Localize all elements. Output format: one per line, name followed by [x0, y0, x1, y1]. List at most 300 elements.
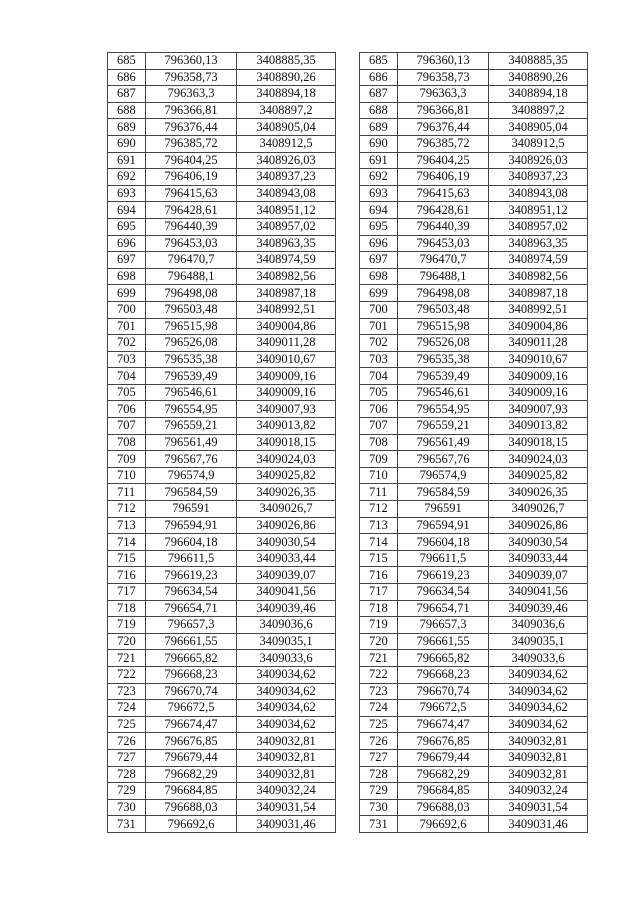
table-row	[360, 584, 588, 601]
point-number-cell: 707	[360, 418, 398, 435]
x-coordinate-cell: 796360,13	[398, 53, 489, 70]
y-coordinate-cell: 3409033,44	[489, 550, 588, 567]
point-number-cell: 711	[360, 484, 398, 501]
x-coordinate-cell: 796428,61	[398, 202, 489, 219]
table-row	[360, 600, 588, 617]
table-row	[360, 169, 588, 186]
point-number-cell: 689	[360, 119, 398, 136]
y-coordinate-cell: 3409034,62	[489, 700, 588, 717]
y-coordinate-cell: 3409026,35	[237, 484, 336, 501]
table-row	[108, 169, 336, 186]
y-coordinate-cell: 3408897,2	[237, 102, 336, 119]
y-coordinate-cell: 3408982,56	[489, 268, 588, 285]
y-coordinate-cell: 3409030,54	[489, 534, 588, 551]
y-coordinate-cell: 3409031,54	[489, 799, 588, 816]
point-number-cell: 700	[360, 301, 398, 318]
table-row	[360, 434, 588, 451]
y-coordinate-cell: 3409034,62	[237, 666, 336, 683]
table-row	[360, 119, 588, 136]
table-row	[360, 285, 588, 302]
table-row	[360, 301, 588, 318]
table-row	[360, 218, 588, 235]
table-row	[108, 235, 336, 252]
x-coordinate-cell: 796363,3	[398, 86, 489, 103]
table-row	[108, 418, 336, 435]
x-coordinate-cell: 796440,39	[398, 218, 489, 235]
x-coordinate-cell: 796619,23	[398, 567, 489, 584]
table-row	[108, 700, 336, 717]
y-coordinate-cell: 3408905,04	[489, 119, 588, 136]
point-number-cell: 705	[108, 384, 146, 401]
y-coordinate-cell: 3409031,46	[237, 816, 336, 833]
table-row	[360, 351, 588, 368]
point-number-cell: 715	[360, 550, 398, 567]
x-coordinate-cell: 796554,95	[398, 401, 489, 418]
point-number-cell: 685	[360, 53, 398, 70]
point-number-cell: 711	[108, 484, 146, 501]
point-number-cell: 702	[360, 335, 398, 352]
x-coordinate-cell: 796360,13	[146, 53, 237, 70]
point-number-cell: 704	[108, 368, 146, 385]
point-number-cell: 710	[360, 467, 398, 484]
point-number-cell: 685	[108, 53, 146, 70]
y-coordinate-cell: 3409007,93	[237, 401, 336, 418]
table-row	[360, 53, 588, 70]
x-coordinate-cell: 796406,19	[398, 169, 489, 186]
x-coordinate-cell: 796670,74	[398, 683, 489, 700]
table-row	[360, 368, 588, 385]
y-coordinate-cell: 3409004,86	[237, 318, 336, 335]
table-row	[108, 550, 336, 567]
x-coordinate-cell: 796584,59	[146, 484, 237, 501]
x-coordinate-cell: 796358,73	[398, 69, 489, 86]
point-number-cell: 686	[360, 69, 398, 86]
point-number-cell: 706	[108, 401, 146, 418]
y-coordinate-cell: 3408894,18	[237, 86, 336, 103]
y-coordinate-cell: 3408992,51	[489, 301, 588, 318]
point-number-cell: 700	[108, 301, 146, 318]
x-coordinate-cell: 796634,54	[398, 584, 489, 601]
point-number-cell: 717	[360, 584, 398, 601]
y-coordinate-cell: 3408974,59	[489, 252, 588, 269]
x-coordinate-cell: 796428,61	[146, 202, 237, 219]
x-coordinate-cell: 796470,7	[146, 252, 237, 269]
y-coordinate-cell: 3408894,18	[489, 86, 588, 103]
point-number-cell: 702	[108, 335, 146, 352]
x-coordinate-cell: 796440,39	[146, 218, 237, 235]
table-row	[108, 135, 336, 152]
x-coordinate-cell: 796404,25	[398, 152, 489, 169]
y-coordinate-cell: 3409024,03	[489, 451, 588, 468]
point-number-cell: 726	[108, 733, 146, 750]
y-coordinate-cell: 3409032,81	[237, 733, 336, 750]
point-number-cell: 715	[108, 550, 146, 567]
table-row	[360, 102, 588, 119]
table-row	[108, 252, 336, 269]
x-coordinate-cell: 796584,59	[398, 484, 489, 501]
y-coordinate-cell: 3409004,86	[489, 318, 588, 335]
table-row	[108, 119, 336, 136]
x-coordinate-cell: 796611,5	[398, 550, 489, 567]
point-number-cell: 695	[108, 218, 146, 235]
y-coordinate-cell: 3409009,16	[489, 384, 588, 401]
x-coordinate-cell: 796668,23	[146, 666, 237, 683]
y-coordinate-cell: 3409018,15	[489, 434, 588, 451]
x-coordinate-cell: 796515,98	[398, 318, 489, 335]
table-row	[108, 69, 336, 86]
x-coordinate-cell: 796688,03	[398, 799, 489, 816]
x-coordinate-cell: 796619,23	[146, 567, 237, 584]
table-row	[108, 102, 336, 119]
table-row	[108, 567, 336, 584]
point-number-cell: 713	[108, 517, 146, 534]
table-row	[360, 86, 588, 103]
point-number-cell: 720	[360, 633, 398, 650]
point-number-cell: 712	[108, 501, 146, 518]
y-coordinate-cell: 3409026,86	[237, 517, 336, 534]
x-coordinate-cell: 796539,49	[146, 368, 237, 385]
table-row	[108, 484, 336, 501]
table-row	[360, 816, 588, 833]
x-coordinate-cell: 796654,71	[146, 600, 237, 617]
x-coordinate-cell: 796567,76	[146, 451, 237, 468]
x-coordinate-cell: 796385,72	[398, 135, 489, 152]
x-coordinate-cell: 796676,85	[146, 733, 237, 750]
y-coordinate-cell: 3409007,93	[489, 401, 588, 418]
x-coordinate-cell: 796692,6	[146, 816, 237, 833]
x-coordinate-cell: 796546,61	[398, 384, 489, 401]
x-coordinate-cell: 796488,1	[398, 268, 489, 285]
y-coordinate-cell: 3408943,08	[489, 185, 588, 202]
point-number-cell: 697	[108, 252, 146, 269]
x-coordinate-cell: 796665,82	[146, 650, 237, 667]
point-number-cell: 709	[108, 451, 146, 468]
table-body	[360, 53, 588, 833]
x-coordinate-cell: 796453,03	[146, 235, 237, 252]
point-number-cell: 725	[360, 716, 398, 733]
table-row	[360, 235, 588, 252]
table-row	[360, 783, 588, 800]
y-coordinate-cell: 3408937,23	[237, 169, 336, 186]
y-coordinate-cell: 3408963,35	[489, 235, 588, 252]
y-coordinate-cell: 3408912,5	[237, 135, 336, 152]
point-number-cell: 727	[360, 749, 398, 766]
x-coordinate-cell: 796674,47	[146, 716, 237, 733]
point-number-cell: 689	[108, 119, 146, 136]
table-row	[108, 683, 336, 700]
table-row	[360, 418, 588, 435]
point-number-cell: 713	[360, 517, 398, 534]
table-row	[360, 550, 588, 567]
table-row	[360, 567, 588, 584]
table-row	[360, 666, 588, 683]
x-coordinate-cell: 796535,38	[146, 351, 237, 368]
point-number-cell: 729	[360, 783, 398, 800]
coordinates-table-left	[107, 52, 336, 833]
point-number-cell: 697	[360, 252, 398, 269]
point-number-cell: 728	[360, 766, 398, 783]
y-coordinate-cell: 3409018,15	[237, 434, 336, 451]
y-coordinate-cell: 3408926,03	[237, 152, 336, 169]
x-coordinate-cell: 796591	[146, 501, 237, 518]
y-coordinate-cell: 3409025,82	[489, 467, 588, 484]
point-number-cell: 727	[108, 749, 146, 766]
x-coordinate-cell: 796415,63	[398, 185, 489, 202]
coordinates-table-right	[359, 52, 588, 833]
table-row	[108, 53, 336, 70]
x-coordinate-cell: 796692,6	[398, 816, 489, 833]
x-coordinate-cell: 796358,73	[146, 69, 237, 86]
table-row	[108, 650, 336, 667]
x-coordinate-cell: 796526,08	[398, 335, 489, 352]
table-row	[360, 451, 588, 468]
point-number-cell: 717	[108, 584, 146, 601]
table-row	[108, 86, 336, 103]
table-row	[108, 816, 336, 833]
y-coordinate-cell: 3409031,46	[489, 816, 588, 833]
y-coordinate-cell: 3408987,18	[489, 285, 588, 302]
y-coordinate-cell: 3409032,81	[489, 733, 588, 750]
y-coordinate-cell: 3409024,03	[237, 451, 336, 468]
table-row	[360, 501, 588, 518]
x-coordinate-cell: 796672,5	[398, 700, 489, 717]
x-coordinate-cell: 796366,81	[146, 102, 237, 119]
x-coordinate-cell: 796574,9	[398, 467, 489, 484]
y-coordinate-cell: 3409034,62	[489, 683, 588, 700]
y-coordinate-cell: 3409032,81	[489, 766, 588, 783]
x-coordinate-cell: 796661,55	[146, 633, 237, 650]
x-coordinate-cell: 796682,29	[398, 766, 489, 783]
table-row	[360, 401, 588, 418]
x-coordinate-cell: 796679,44	[398, 749, 489, 766]
x-coordinate-cell: 796561,49	[146, 434, 237, 451]
table-row	[108, 202, 336, 219]
point-number-cell: 701	[108, 318, 146, 335]
y-coordinate-cell: 3408912,5	[489, 135, 588, 152]
table-row	[360, 749, 588, 766]
point-number-cell: 718	[360, 600, 398, 617]
point-number-cell: 686	[108, 69, 146, 86]
x-coordinate-cell: 796654,71	[398, 600, 489, 617]
x-coordinate-cell: 796657,3	[398, 617, 489, 634]
point-number-cell: 721	[108, 650, 146, 667]
point-number-cell: 688	[360, 102, 398, 119]
point-number-cell: 701	[360, 318, 398, 335]
x-coordinate-cell: 796591	[398, 501, 489, 518]
point-number-cell: 693	[360, 185, 398, 202]
point-number-cell: 707	[108, 418, 146, 435]
table-row	[108, 584, 336, 601]
point-number-cell: 693	[108, 185, 146, 202]
point-number-cell: 718	[108, 600, 146, 617]
y-coordinate-cell: 3408885,35	[489, 53, 588, 70]
x-coordinate-cell: 796415,63	[146, 185, 237, 202]
y-coordinate-cell: 3409034,62	[237, 683, 336, 700]
table-row	[360, 185, 588, 202]
x-coordinate-cell: 796366,81	[398, 102, 489, 119]
table-row	[360, 650, 588, 667]
table-row	[108, 733, 336, 750]
table-row	[108, 301, 336, 318]
x-coordinate-cell: 796515,98	[146, 318, 237, 335]
table-row	[108, 401, 336, 418]
y-coordinate-cell: 3409035,1	[237, 633, 336, 650]
y-coordinate-cell: 3409036,6	[489, 617, 588, 634]
point-number-cell: 710	[108, 467, 146, 484]
table-row	[360, 766, 588, 783]
table-row	[360, 633, 588, 650]
x-coordinate-cell: 796503,48	[146, 301, 237, 318]
x-coordinate-cell: 796488,1	[146, 268, 237, 285]
table-row	[108, 749, 336, 766]
table-row	[108, 268, 336, 285]
point-number-cell: 699	[108, 285, 146, 302]
point-number-cell: 728	[108, 766, 146, 783]
x-coordinate-cell: 796498,08	[398, 285, 489, 302]
table-row	[108, 318, 336, 335]
table-row	[108, 451, 336, 468]
x-coordinate-cell: 796676,85	[398, 733, 489, 750]
y-coordinate-cell: 3409010,67	[237, 351, 336, 368]
y-coordinate-cell: 3409013,82	[237, 418, 336, 435]
table-row	[108, 218, 336, 235]
table-row	[360, 318, 588, 335]
x-coordinate-cell: 796668,23	[398, 666, 489, 683]
table-row	[360, 252, 588, 269]
table-row	[108, 384, 336, 401]
y-coordinate-cell: 3409036,6	[237, 617, 336, 634]
x-coordinate-cell: 796376,44	[146, 119, 237, 136]
y-coordinate-cell: 3409034,62	[489, 716, 588, 733]
y-coordinate-cell: 3409009,16	[237, 384, 336, 401]
y-coordinate-cell: 3409030,54	[237, 534, 336, 551]
y-coordinate-cell: 3408897,2	[489, 102, 588, 119]
x-coordinate-cell: 796604,18	[146, 534, 237, 551]
y-coordinate-cell: 3409033,44	[237, 550, 336, 567]
y-coordinate-cell: 3409011,28	[237, 335, 336, 352]
point-number-cell: 687	[108, 86, 146, 103]
x-coordinate-cell: 796611,5	[146, 550, 237, 567]
table-row	[360, 517, 588, 534]
x-coordinate-cell: 796561,49	[398, 434, 489, 451]
x-coordinate-cell: 796604,18	[398, 534, 489, 551]
y-coordinate-cell: 3409032,81	[237, 766, 336, 783]
x-coordinate-cell: 796594,91	[146, 517, 237, 534]
table-body	[108, 53, 336, 833]
table-row	[108, 783, 336, 800]
table-row	[108, 617, 336, 634]
x-coordinate-cell: 796679,44	[146, 749, 237, 766]
point-number-cell: 692	[360, 169, 398, 186]
y-coordinate-cell: 3409011,28	[489, 335, 588, 352]
x-coordinate-cell: 796376,44	[398, 119, 489, 136]
table-row	[108, 434, 336, 451]
point-number-cell: 725	[108, 716, 146, 733]
table-row	[360, 467, 588, 484]
x-coordinate-cell: 796594,91	[398, 517, 489, 534]
x-coordinate-cell: 796503,48	[398, 301, 489, 318]
table-row	[108, 152, 336, 169]
table-row	[108, 633, 336, 650]
point-number-cell: 699	[360, 285, 398, 302]
table-row	[360, 700, 588, 717]
y-coordinate-cell: 3408943,08	[237, 185, 336, 202]
y-coordinate-cell: 3409026,35	[489, 484, 588, 501]
point-number-cell: 723	[108, 683, 146, 700]
x-coordinate-cell: 796672,5	[146, 700, 237, 717]
table-row	[108, 534, 336, 551]
x-coordinate-cell: 796470,7	[398, 252, 489, 269]
x-coordinate-cell: 796670,74	[146, 683, 237, 700]
y-coordinate-cell: 3409032,24	[489, 783, 588, 800]
x-coordinate-cell: 796385,72	[146, 135, 237, 152]
table-row	[360, 683, 588, 700]
point-number-cell: 696	[108, 235, 146, 252]
y-coordinate-cell: 3408974,59	[237, 252, 336, 269]
x-coordinate-cell: 796574,9	[146, 467, 237, 484]
y-coordinate-cell: 3408992,51	[237, 301, 336, 318]
y-coordinate-cell: 3408890,26	[489, 69, 588, 86]
point-number-cell: 722	[108, 666, 146, 683]
table-row	[360, 202, 588, 219]
y-coordinate-cell: 3409009,16	[489, 368, 588, 385]
point-number-cell: 698	[360, 268, 398, 285]
y-coordinate-cell: 3409026,7	[237, 501, 336, 518]
y-coordinate-cell: 3409032,81	[489, 749, 588, 766]
point-number-cell: 731	[108, 816, 146, 833]
y-coordinate-cell: 3408905,04	[237, 119, 336, 136]
point-number-cell: 714	[108, 534, 146, 551]
point-number-cell: 705	[360, 384, 398, 401]
point-number-cell: 703	[108, 351, 146, 368]
x-coordinate-cell: 796363,3	[146, 86, 237, 103]
x-coordinate-cell: 796688,03	[146, 799, 237, 816]
x-coordinate-cell: 796559,21	[146, 418, 237, 435]
x-coordinate-cell: 796559,21	[398, 418, 489, 435]
x-coordinate-cell: 796665,82	[398, 650, 489, 667]
point-number-cell: 724	[360, 700, 398, 717]
table-row	[360, 268, 588, 285]
point-number-cell: 721	[360, 650, 398, 667]
point-number-cell: 695	[360, 218, 398, 235]
y-coordinate-cell: 3409033,6	[489, 650, 588, 667]
point-number-cell: 692	[108, 169, 146, 186]
table-row	[360, 534, 588, 551]
y-coordinate-cell: 3409034,62	[237, 700, 336, 717]
point-number-cell: 716	[360, 567, 398, 584]
point-number-cell: 716	[108, 567, 146, 584]
point-number-cell: 729	[108, 783, 146, 800]
y-coordinate-cell: 3408937,23	[489, 169, 588, 186]
x-coordinate-cell: 796404,25	[146, 152, 237, 169]
table-row	[360, 733, 588, 750]
table-row	[360, 384, 588, 401]
x-coordinate-cell: 796406,19	[146, 169, 237, 186]
x-coordinate-cell: 796554,95	[146, 401, 237, 418]
y-coordinate-cell: 3409035,1	[489, 633, 588, 650]
table-row	[360, 617, 588, 634]
point-number-cell: 690	[108, 135, 146, 152]
x-coordinate-cell: 796539,49	[398, 368, 489, 385]
y-coordinate-cell: 3409041,56	[237, 584, 336, 601]
y-coordinate-cell: 3409032,81	[237, 749, 336, 766]
y-coordinate-cell: 3409039,46	[489, 600, 588, 617]
point-number-cell: 719	[360, 617, 398, 634]
y-coordinate-cell: 3409009,16	[237, 368, 336, 385]
x-coordinate-cell: 796674,47	[398, 716, 489, 733]
y-coordinate-cell: 3409033,6	[237, 650, 336, 667]
y-coordinate-cell: 3408963,35	[237, 235, 336, 252]
